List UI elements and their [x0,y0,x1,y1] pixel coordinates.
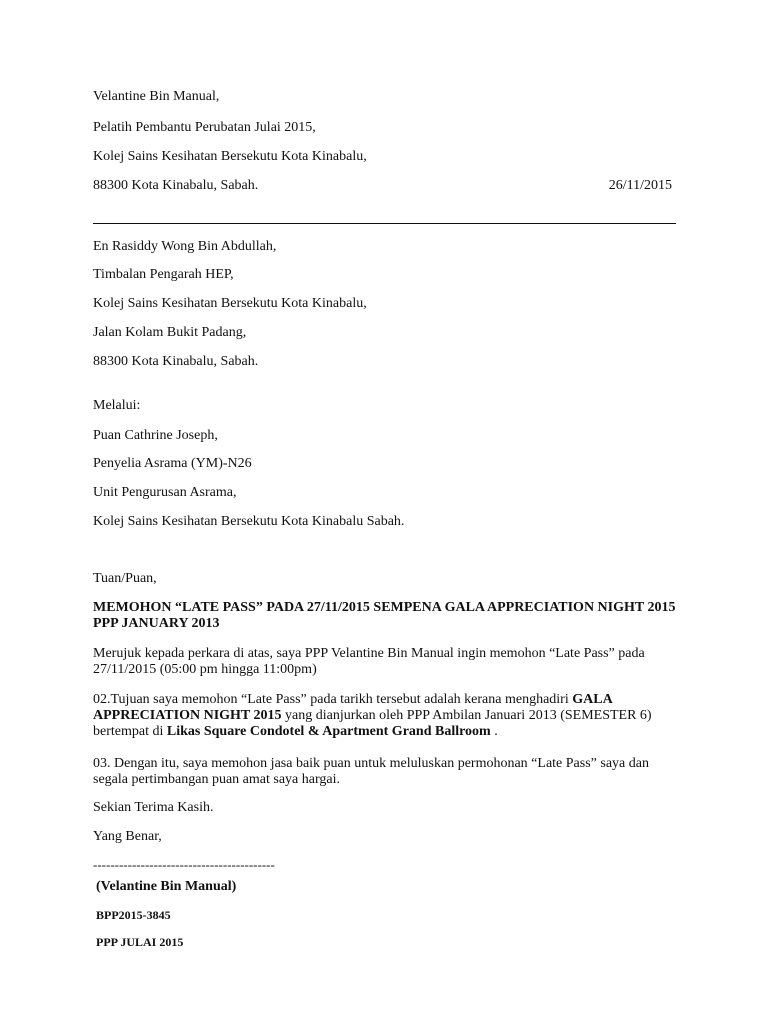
signature-name: (Velantine Bin Manual) [96,879,237,894]
subject-line: MEMOHON “LATE PASS” PADA 27/11/2015 SEMPENA GALA APPRECIATION NIGHT 2015 PPP JANUARY 2013 [93,600,676,631]
paragraph-2-text-3: . [490,724,498,739]
via-label: Melalui: [93,398,141,413]
sender-address: 88300 Kota Kinabalu, Sabah. [93,178,259,193]
student-group: PPP JULAI 2015 [96,935,184,949]
recipient-street: Jalan Kolam Bukit Padang, [93,325,247,340]
paragraph-2-text-2: yang dianjurkan oleh PPP Ambilan Januari 2013 (SEMESTER 6) bertempat di [93,708,652,739]
student-id: BPP2015-3845 [96,908,171,922]
closing: Sekian Terima Kasih. [93,800,214,815]
sender-institution: Kolej Sains Kesihatan Bersekutu Kota Kinabalu, [93,149,367,164]
event-name: GALA APPRECIATION NIGHT 2015 [93,692,612,723]
salutation: Tuan/Puan, [93,571,157,586]
letter-date: 26/11/2015 [608,178,672,193]
via-institution: Kolej Sains Kesihatan Bersekutu Kota Kinabalu Sabah. [93,514,405,529]
paragraph-3: 03. Dengan itu, saya memohon jasa baik puan untuk meluluskan permohonan “Late Pass” saya dan segala pertimbangan puan amat saya hargai. [93,756,649,787]
signoff: Yang Benar, [93,829,162,844]
recipient-position: Timbalan Pengarah HEP, [93,267,234,282]
header-divider [93,223,676,224]
via-name: Puan Cathrine Joseph, [93,428,218,443]
sender-name: Velantine Bin Manual, [93,89,220,104]
signature-line: ------------------------------------------ [93,857,275,872]
paragraph-2-text-1: 02.Tujuan saya memohon “Late Pass” pada tarikh tersebut adalah kerana menghadiri [93,692,573,707]
paragraph-1: Merujuk kepada perkara di atas, saya PPP Velantine Bin Manual ingin memohon “Late Pass” pada 27/11/2015 (05:00 pm hingga 11:00pm) [93,646,645,677]
venue-name: Likas Square Condotel & Apartment Grand Ballroom [166,724,491,739]
recipient-institution: Kolej Sains Kesihatan Bersekutu Kota Kinabalu, [93,296,367,311]
via-unit: Unit Pengurusan Asrama, [93,485,237,500]
sender-position: Pelatih Pembantu Perubatan Julai 2015, [93,120,316,135]
recipient-name: En Rasiddy Wong Bin Abdullah, [93,239,277,254]
via-position: Penyelia Asrama (YM)-N26 [93,456,252,471]
paragraph-2 [93,692,683,740]
recipient-city: 88300 Kota Kinabalu, Sabah. [93,354,259,369]
